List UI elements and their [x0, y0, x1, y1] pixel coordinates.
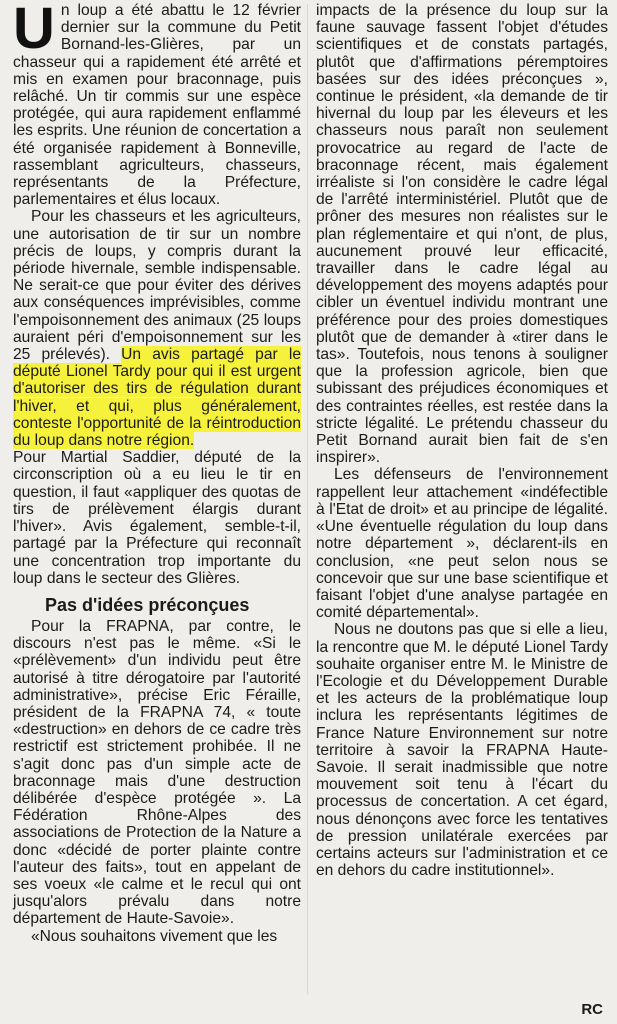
- paragraph-souhaitons: «Nous souhaitons vivement que les: [31, 927, 278, 945]
- right-column: [316, 0, 608, 879]
- paragraph-saddier: Pour Martial Saddier, député de la circonscription où a eu lieu le tir en question, il faut «appliquer des quotas de tirs de prélèvement élargis durant l'hiver». Avis également, semble-t-il, partagé par la Préfecture qui reconnaît une concentration trop importante du loup dans le secteur des Glières.: [13, 449, 301, 587]
- paragraph-hunters: [13, 208, 301, 449]
- hunters-text: Pour les chasseurs et les agriculteurs, une autorisation de tir sur un nombre précis de loups, y compris durant la période hivernale, semble indispensable. Ne serait-ce que pour éviter des dérives aux conséquences imprévisibles, comme l'empoisonnement des animaux (25 loups auraient péri d'empoisonnement sur les 25 prélevés).: [13, 208, 301, 364]
- paragraph-frapna: Pour la FRAPNA, par contre, le discours n'est pas le même. «Si le «prélèvement» d'un individu peut être autorisé à titre dérogatoire par l'autorité administrative», précise Eric Féraille, président de la FRAPNA 74, « toute «destruction» en dehors de ce cadre très restrictif est strictement prohibée. Il ne s'agit donc pas d'un simple acte de braconnage mais d'une destruction délibérée d'espèce protégée ». La Fédération Rhône-Alpes des associations de Protection de la Nature a donc «décidé de porter plainte contre l'auteur des faits», tout en appelant de ses voeux «le calme et le recul qui ont jusqu'alors prévalu dans notre département de Haute-Savoie».: [13, 617, 301, 928]
- highlighted-passage: Un avis partagé par le député Lionel Tardy pour qui il est urgent d'autoriser des tirs de régulation durant l'hiver, et qui, plus généralement, conteste l'opportunité de la réintroduction du loup dans notre région.: [13, 346, 301, 450]
- paragraph-defenders: Les défenseurs de l'environnement rappellent leur attachement «indéfectible à l'Etat de droit» et au principe de légalité. «Une éventuelle régulation du loup dans notre département », déclarent-ils en conclusion, «ne peut selon nous se concevoir que sur une base scientifique et faisant l'objet d'une analyse partagée en comité départemental».: [316, 466, 608, 622]
- left-column: [13, 0, 301, 945]
- paragraph-meeting: Nous ne doutons pas que si elle a lieu, la rencontre que M. le député Lionel Tardy souhaite organiser entre M. le Ministre de l'Ecologie et du Développement Durable et les acteurs de la problématique loup inclura les représentants légitimes de France Nature Environnement sur notre territoire à savoir la FRAPNA Haute-Savoie. Il serait inadmissible que notre mouvement soit tenu à l'écart du processus de concertation. A cet égard, nous dénonçons avec force les tentatives de pression unilatérale exercées par certains acteurs sur l'administration et ce en dehors du cadre institutionnel».: [316, 621, 608, 880]
- intro-text: n loup a été abattu le 12 février dernier sur la commune du Petit Bornand-les-Glières, par un chasseur qui a rapidement été arrêté et mis en examen pour braconnage, puis relâché. Un tir commis sur une espèce protégée, qui aura rapidement enflammé les esprits. Une réunion de concertation a été organisée rapidement à Bonneville, rassemblant agriculteurs, chasseurs, représentants de la Préfecture, parlementaires et élus locaux.: [13, 2, 301, 209]
- drop-cap: U: [13, 0, 55, 61]
- paragraph-intro: [13, 2, 301, 208]
- author-signature: RC: [581, 1001, 603, 1018]
- paragraph-impacts: impacts de la présence du loup sur la faune sauvage fassent l'objet d'études scientifiques et de constats partagés, plutôt que d'affirmations péremptoires basées sur des idées préconçues », continue le président, «la demande de tir hivernal du loup par les éleveurs et les chasseurs nous paraît non seulement provocatrice au regard de l'acte de braconnage récent, mais également irréaliste si l'on considère le cadre légal de l'arrêté interministériel. Plutôt que de prôner des mesures non réalistes sur le plan réglementaire et qui n'ont, de plus, aucunement prouvé leur efficacité, travailler dans le cadre légal au développement des moyens adaptés pour cibler un éventuel individu montrant une préférence pour des proies domestiques plutôt que de demander à «tirer dans le tas». Toutefois, nous tenons à souligner que la profession agricole, bien que subissant des préjudices économiques et des contraintes réelles, est restée dans la stricte légalité. Le prétendu chasseur du Petit Bornand aurait bien fait de s'en inspirer».: [316, 2, 608, 467]
- section-heading: Pas d'idées préconçues: [45, 594, 250, 615]
- column-divider: [307, 4, 308, 994]
